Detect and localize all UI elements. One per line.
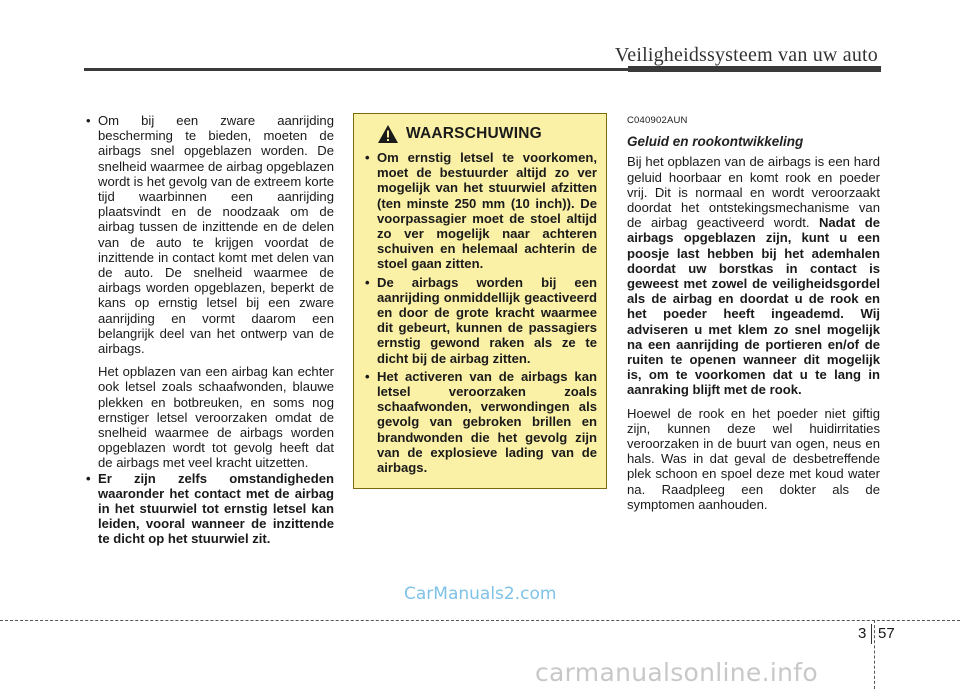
bullet-text: Om bij een zware aanrijding bescherming te bieden, moeten de airbags snel opgeblazen worden. De snelheid waarmee de airbag opgeblazen wordt is het gevolg van de extreem korte tijd waarbinnen een aanrijding plaatsvindt en de noodzaak om de airbag tussen de inzittende en de delen van de auto te krijgen voordat de inzittende in contact komt met delen van de auto. De snelheid waarmee de airbags worden opgeblazen, beperkt de kans op ernstig letsel bij een zware aanrijding en vormt daarom een belangrijk deel van het ontwerp van de airbags. <box>98 113 334 357</box>
footer-rule <box>0 620 960 621</box>
left-column <box>86 113 334 547</box>
page-number: 57 <box>878 625 895 642</box>
warning-item: • De airbags worden bij een aanrijding onmiddellijk geactiveerd en door de grote kracht waarmee dit gebeurt, kunnen de passagiers ernstig gewond raken als ze te dicht bij de airbag zitten. <box>365 274 597 366</box>
warning-item-text: Om ernstig letsel te voorkomen, moet de bestuurder altijd zo ver mogelijk van het stuurwiel afzitten (ten minste 250 mm (10 inch)). De voorpassagier moet de stoel altijd zo ver mogelijk naar achteren schuiven en helemaal achterin de stoel gaan zitten. <box>377 150 597 272</box>
warning-item-text: Het activeren van de airbags kan letsel veroorzaken zoals schaafwonden, verwondingen als gevolg van gebroken brillen en brandwonden die het gevolg zijn van de explosieve lading van de airbags. <box>377 368 597 476</box>
warning-box <box>353 113 607 489</box>
paragraph-bold-text: Nadat de airbags opgeblazen zijn, kunt u een poosje last hebben bij het ademhalen doordat uw borstkas in contact is geweest met zowel de veiligheidsgordel als de airbag en doordat u de rook en het poeder heeft ingeademd. Wij adviseren u met klem zo snel mogelijk na een aanrijding de portieren en/of de ruiten te openen wanneer dit mogelijk is, om te voorkomen dat u te lang in aanraking blijft met de rook. <box>627 215 880 398</box>
bullet-paragraph: Het opblazen van een airbag kan echter ook letsel zoals schaafwonden, blauwe plekken en botbreuken, en soms nog ernstiger letsel veroorzaken omdat de snelheid waarmee de airbags worden opgeblazen wordt tot gevolg heeft dat de airbags met veel kracht uitzetten. <box>98 364 334 471</box>
warning-title: WAARSCHUWING <box>406 125 542 142</box>
warning-item-text: De airbags worden bij een aanrijding onmiddellijk geactiveerd en door de grote kracht waarmee dit gebeurt, kunnen de passagiers ernstig gewond raken als ze te dicht bij de airbag zitten. <box>377 274 597 366</box>
warning-item: • Om ernstig letsel te voorkomen, moet de bestuurder altijd zo ver mogelijk van het stuurwiel afzitten (ten minste 250 mm (10 inch)). De voorpassagier moet de stoel altijd zo ver mogelijk naar achteren schuiven en helemaal achterin de stoel gaan zitten. <box>365 150 597 272</box>
paragraph-text: Bij het opblazen van de airbags is een hard geluid hoorbaar en komt rook en poeder vrij. Dit is normaal en wordt veroorzaakt doordat het ontstekingsmechanisme van de airbag geactiveerd wordt. <box>627 154 880 231</box>
right-column <box>627 113 880 512</box>
warning-item: • Het activeren van de airbags kan letsel veroorzaken zoals schaafwonden, verwondingen als gevolg van gebroken brillen en brandwonden die het gevolg zijn van de explosieve lading van de airbags. <box>365 368 597 476</box>
footer-divider <box>874 620 875 689</box>
page-number-separator <box>871 624 872 644</box>
bullet-text: Er zijn zelfs omstandigheden waaronder het contact met de airbag in het stuurwiel tot ernstig letsel kan leiden, vooral wanneer de inzittende te dicht op het stuurwiel zit. <box>98 470 334 547</box>
subheading: Geluid en rookontwikkeling <box>627 134 804 150</box>
bullet-airbag-speed: • Om bij een zware aanrijding bescherming te bieden, moeten de airbags snel opgeblazen worden. De snelheid waarmee de airbag opgeblazen wordt is het gevolg van de extreem korte tijd waarbinnen een aanrijding plaatsvindt en de noodzaak om de airbag tussen de inzittende en de delen van de auto te krijgen voordat de inzittende in contact komt met delen van de auto. De snelheid waarmee de airbags worden opgeblazen, beperkt de kans op ernstig letsel bij een zware aanrijding en vormt daarom een belangrijk deel van het ontwerp van de airbags. Het opblazen van een airbag kan echter ook letsel zoals schaafwonden, blauwe plekken en botbreuken, en soms nog ernstiger letsel veroorzaken omdat de snelheid waarmee de airbags worden opgeblazen wordt tot gevolg heeft dat de airbags met veel kracht uitzetten. <box>86 113 334 471</box>
bottom-watermark: carmanualsonline.info <box>535 658 818 687</box>
paragraph-irritation: Hoewel de rook en het poeder niet giftig zijn, kunnen deze wel huidirritaties veroorzaken in de buurt van ogen, neus en hals. Was in dat geval de desbetreffende plek schoon en spoel deze met koud water na. Raadpleeg een dokter als de symptomen aanhouden. <box>627 405 880 512</box>
paragraph-noise-smoke <box>627 154 880 397</box>
chapter-number: 3 <box>858 625 867 642</box>
site-watermark[interactable]: CarManuals2.com <box>404 584 557 604</box>
warning-triangle-icon <box>377 124 399 144</box>
section-code: C040902AUN <box>627 115 688 126</box>
warning-header <box>365 124 597 144</box>
bullet-steering-wheel: • Er zijn zelfs omstandigheden waaronder het contact met de airbag in het stuurwiel tot ernstig letsel kan leiden, vooral wanneer de inzittende te dicht op het stuurwiel zit. <box>86 470 334 547</box>
header-rule-accent <box>628 66 881 72</box>
section-title: Veiligheidssysteem van uw auto <box>614 44 878 66</box>
